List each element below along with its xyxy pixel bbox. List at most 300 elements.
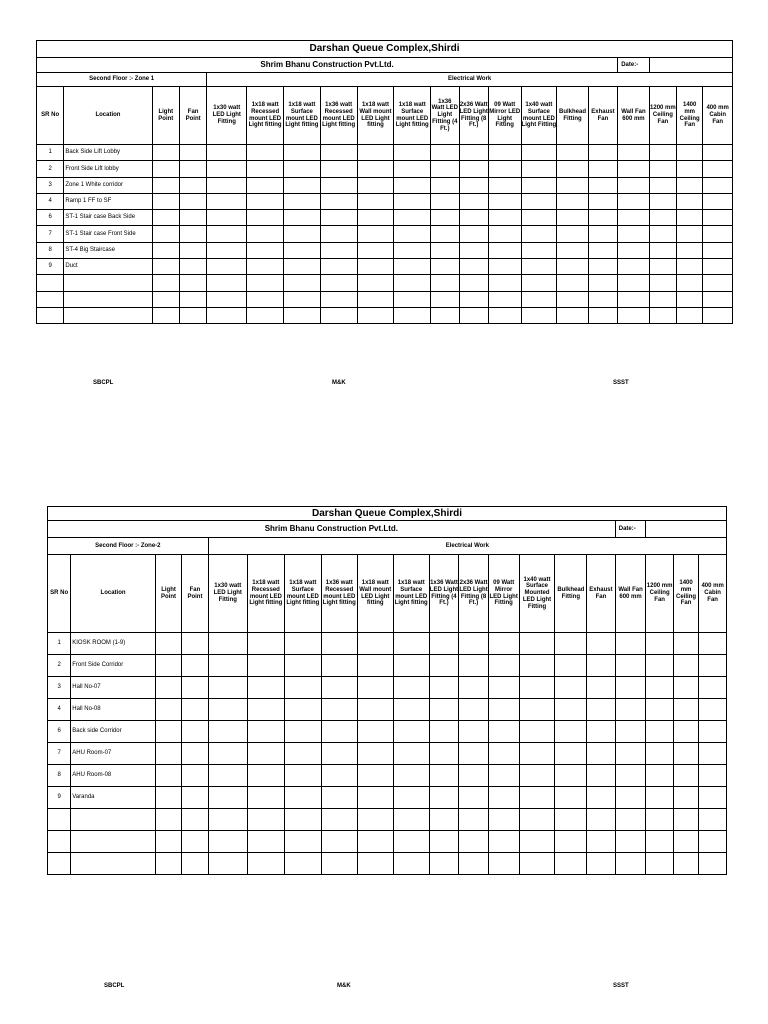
quantity-cell: [618, 161, 650, 177]
quantity-cell: [394, 210, 431, 226]
empty-cell: [429, 809, 459, 831]
sr-no-cell: 2: [48, 655, 71, 677]
column-header: Fan Point: [182, 555, 208, 633]
quantity-cell: [677, 226, 703, 242]
quantity-cell: [393, 655, 429, 677]
empty-cell: [247, 275, 284, 291]
empty-cell: [588, 307, 617, 323]
quantity-cell: [521, 145, 557, 161]
quantity-cell: [284, 765, 321, 787]
quantity-cell: [488, 633, 519, 655]
quantity-cell: [557, 242, 589, 258]
table-row: [48, 765, 727, 787]
quantity-cell: [357, 145, 394, 161]
quantity-cell: [615, 787, 646, 809]
empty-cell: [519, 853, 555, 875]
quantity-cell: [488, 655, 519, 677]
sr-no-cell: 4: [37, 193, 64, 209]
empty-cell: [155, 853, 181, 875]
empty-cell: [394, 275, 431, 291]
quantity-cell: [615, 677, 646, 699]
quantity-cell: [646, 721, 673, 743]
quantity-cell: [321, 787, 357, 809]
quantity-cell: [208, 699, 247, 721]
empty-cell: [587, 809, 616, 831]
quantity-cell: [649, 242, 676, 258]
column-header: 1x30 watt LED Light Fitting: [207, 87, 247, 145]
empty-cell: [429, 853, 459, 875]
quantity-cell: [618, 145, 650, 161]
quantity-cell: [519, 655, 555, 677]
quantity-cell: [357, 743, 393, 765]
quantity-cell: [152, 145, 179, 161]
column-header: 1x18 watt Wall mount LED Light fitting: [357, 555, 393, 633]
quantity-cell: [488, 721, 519, 743]
column-header: Location: [64, 87, 152, 145]
quantity-cell: [521, 161, 557, 177]
empty-cell: [677, 291, 703, 307]
quantity-cell: [673, 787, 698, 809]
location-cell: AHU Room-08: [71, 765, 156, 787]
empty-cell: [393, 831, 429, 853]
empty-cell: [37, 291, 64, 307]
quantity-cell: [357, 721, 393, 743]
quantity-cell: [247, 193, 284, 209]
quantity-cell: [320, 177, 357, 193]
location-cell: AHU Room-07: [71, 743, 156, 765]
quantity-cell: [321, 699, 357, 721]
quantity-cell: [357, 699, 393, 721]
quantity-cell: [699, 743, 727, 765]
quantity-cell: [247, 655, 284, 677]
quantity-cell: [182, 655, 208, 677]
column-header: 1x18 watt Surface mount LED Light fitting: [284, 87, 321, 145]
quantity-cell: [703, 161, 733, 177]
quantity-cell: [429, 787, 459, 809]
quantity-cell: [488, 743, 519, 765]
table-row: [37, 161, 733, 177]
quantity-cell: [394, 177, 431, 193]
quantity-cell: [699, 765, 727, 787]
empty-cell: [152, 275, 179, 291]
quantity-cell: [555, 743, 587, 765]
quantity-cell: [521, 226, 557, 242]
empty-cell: [521, 275, 557, 291]
quantity-cell: [247, 787, 284, 809]
empty-cell: [48, 853, 71, 875]
empty-cell: [247, 307, 284, 323]
empty-cell: [208, 853, 247, 875]
sr-no-cell: 8: [37, 242, 64, 258]
empty-cell: [488, 275, 521, 291]
location-cell: Front Side Corridor: [71, 655, 156, 677]
empty-cell: [284, 809, 321, 831]
column-header: 09 Watt Mirror LED Light Fitting: [488, 87, 521, 145]
quantity-cell: [431, 259, 459, 275]
empty-cell: [182, 853, 208, 875]
quantity-cell: [677, 193, 703, 209]
empty-row: [48, 831, 727, 853]
quantity-cell: [588, 259, 617, 275]
quantity-cell: [394, 145, 431, 161]
quantity-cell: [587, 655, 616, 677]
quantity-cell: [247, 259, 284, 275]
quantity-cell: [646, 787, 673, 809]
column-header: 400 mm Cabin Fan: [699, 555, 727, 633]
table-row: [37, 145, 733, 161]
quantity-cell: [284, 633, 321, 655]
quantity-cell: [321, 721, 357, 743]
empty-cell: [588, 291, 617, 307]
quantity-cell: [673, 721, 698, 743]
quantity-cell: [182, 765, 208, 787]
quantity-cell: [179, 226, 206, 242]
table-row: [48, 743, 727, 765]
empty-cell: [615, 853, 646, 875]
empty-row: [48, 809, 727, 831]
quantity-cell: [357, 677, 393, 699]
empty-cell: [321, 831, 357, 853]
location-cell: Ramp 1 FF to SF: [64, 193, 152, 209]
quantity-cell: [247, 765, 284, 787]
zone-label: Second Floor :- Zone-2: [48, 538, 209, 555]
sr-no-cell: 1: [48, 633, 71, 655]
location-cell: Zone 1 White corridor: [64, 177, 152, 193]
empty-row: [37, 291, 733, 307]
quantity-cell: [703, 259, 733, 275]
quantity-cell: [618, 193, 650, 209]
quantity-cell: [152, 161, 179, 177]
sr-no-cell: 8: [48, 765, 71, 787]
quantity-cell: [699, 699, 727, 721]
empty-cell: [48, 831, 71, 853]
quantity-cell: [488, 787, 519, 809]
quantity-cell: [677, 210, 703, 226]
quantity-cell: [646, 633, 673, 655]
empty-cell: [699, 831, 727, 853]
quantity-cell: [699, 655, 727, 677]
empty-cell: [207, 275, 247, 291]
table-row: [48, 633, 727, 655]
quantity-cell: [459, 655, 489, 677]
empty-cell: [155, 809, 181, 831]
empty-row: [37, 307, 733, 323]
quantity-cell: [459, 145, 488, 161]
empty-cell: [555, 809, 587, 831]
empty-cell: [247, 291, 284, 307]
empty-cell: [615, 809, 646, 831]
quantity-cell: [555, 765, 587, 787]
empty-cell: [247, 853, 284, 875]
quantity-cell: [155, 787, 181, 809]
quantity-cell: [182, 699, 208, 721]
empty-cell: [152, 291, 179, 307]
quantity-cell: [488, 699, 519, 721]
empty-cell: [431, 275, 459, 291]
table-row: [48, 677, 727, 699]
column-header: Light Point: [152, 87, 179, 145]
quantity-cell: [649, 193, 676, 209]
quantity-cell: [357, 161, 394, 177]
quantity-cell: [179, 193, 206, 209]
quantity-cell: [284, 177, 321, 193]
quantity-cell: [677, 259, 703, 275]
quantity-cell: [208, 677, 247, 699]
empty-cell: [488, 291, 521, 307]
empty-cell: [155, 831, 181, 853]
empty-cell: [673, 831, 698, 853]
location-cell: KIOSK ROOM (1-9): [71, 633, 156, 655]
quantity-cell: [321, 765, 357, 787]
empty-cell: [321, 853, 357, 875]
zone2-electrical-sheet: [47, 506, 727, 875]
quantity-cell: [459, 787, 489, 809]
quantity-cell: [320, 242, 357, 258]
quantity-cell: [320, 193, 357, 209]
column-header: 1x18 watt Recessed mount LED Light fitting: [247, 555, 284, 633]
quantity-cell: [321, 633, 357, 655]
quantity-cell: [699, 721, 727, 743]
zone1-electrical-sheet: [36, 40, 733, 324]
table-row: [37, 242, 733, 258]
date-label: Date:-: [615, 521, 646, 538]
quantity-cell: [618, 226, 650, 242]
quantity-cell: [357, 210, 394, 226]
column-header: 1400 mm Ceiling Fan: [677, 87, 703, 145]
empty-cell: [284, 275, 321, 291]
empty-cell: [618, 275, 650, 291]
column-header: Bulkhead Fitting: [557, 87, 589, 145]
quantity-cell: [519, 633, 555, 655]
quantity-cell: [207, 259, 247, 275]
quantity-cell: [155, 677, 181, 699]
empty-cell: [284, 853, 321, 875]
quantity-cell: [247, 177, 284, 193]
quantity-cell: [321, 677, 357, 699]
quantity-cell: [459, 743, 489, 765]
quantity-cell: [152, 242, 179, 258]
sr-no-cell: 9: [48, 787, 71, 809]
quantity-cell: [429, 765, 459, 787]
column-header: 1x36 Watt LED Light Fitting (4 Ft.): [429, 555, 459, 633]
quantity-cell: [284, 242, 321, 258]
quantity-cell: [431, 145, 459, 161]
empty-cell: [488, 831, 519, 853]
quantity-cell: [673, 699, 698, 721]
quantity-cell: [615, 721, 646, 743]
quantity-cell: [649, 161, 676, 177]
quantity-cell: [284, 259, 321, 275]
column-header: SR No: [37, 87, 64, 145]
empty-cell: [71, 831, 156, 853]
sheet-title: Darshan Queue Complex,Shirdi: [48, 507, 727, 521]
quantity-cell: [459, 161, 488, 177]
empty-cell: [284, 307, 321, 323]
empty-cell: [357, 275, 394, 291]
empty-cell: [521, 307, 557, 323]
empty-cell: [207, 307, 247, 323]
location-cell: Hall No-08: [71, 699, 156, 721]
quantity-cell: [677, 177, 703, 193]
quantity-cell: [587, 743, 616, 765]
quantity-cell: [521, 259, 557, 275]
sr-no-cell: 3: [48, 677, 71, 699]
quantity-cell: [557, 161, 589, 177]
quantity-cell: [677, 161, 703, 177]
quantity-cell: [247, 721, 284, 743]
quantity-cell: [555, 721, 587, 743]
quantity-cell: [357, 259, 394, 275]
empty-cell: [394, 307, 431, 323]
quantity-cell: [208, 721, 247, 743]
column-header: 1x40 watt Surface Mounted LED Light Fitting: [519, 555, 555, 633]
empty-cell: [247, 831, 284, 853]
quantity-cell: [393, 787, 429, 809]
empty-cell: [64, 275, 152, 291]
quantity-cell: [488, 145, 521, 161]
empty-cell: [699, 809, 727, 831]
column-header: Location: [71, 555, 156, 633]
quantity-cell: [208, 787, 247, 809]
quantity-cell: [429, 677, 459, 699]
empty-cell: [459, 291, 488, 307]
empty-cell: [646, 809, 673, 831]
empty-cell: [393, 809, 429, 831]
empty-cell: [588, 275, 617, 291]
quantity-cell: [284, 787, 321, 809]
quantity-cell: [431, 226, 459, 242]
quantity-cell: [521, 193, 557, 209]
empty-cell: [179, 291, 206, 307]
quantity-cell: [393, 699, 429, 721]
empty-cell: [459, 853, 489, 875]
location-cell: Duct: [64, 259, 152, 275]
quantity-cell: [618, 259, 650, 275]
company-name: Shrim Bhanu Construction Pvt.Ltd.: [37, 58, 618, 73]
quantity-cell: [179, 177, 206, 193]
quantity-cell: [208, 743, 247, 765]
quantity-cell: [588, 193, 617, 209]
table-row: [37, 226, 733, 242]
quantity-cell: [208, 765, 247, 787]
empty-cell: [703, 307, 733, 323]
quantity-cell: [587, 787, 616, 809]
quantity-cell: [284, 655, 321, 677]
column-header: 09 Watt Mirror LED Light Fitting: [488, 555, 519, 633]
quantity-cell: [673, 655, 698, 677]
quantity-cell: [429, 743, 459, 765]
quantity-cell: [557, 145, 589, 161]
empty-cell: [357, 831, 393, 853]
work-label: Electrical Work: [207, 73, 733, 87]
quantity-cell: [703, 242, 733, 258]
footer-mk: M&K: [332, 380, 346, 386]
table-row: [37, 193, 733, 209]
quantity-cell: [182, 787, 208, 809]
empty-cell: [587, 853, 616, 875]
quantity-cell: [179, 210, 206, 226]
location-cell: Back side Corridor: [71, 721, 156, 743]
quantity-cell: [618, 210, 650, 226]
quantity-cell: [284, 743, 321, 765]
quantity-cell: [519, 743, 555, 765]
column-header: Bulkhead Fitting: [555, 555, 587, 633]
quantity-cell: [588, 161, 617, 177]
quantity-cell: [357, 655, 393, 677]
empty-cell: [64, 307, 152, 323]
empty-cell: [488, 853, 519, 875]
quantity-cell: [357, 193, 394, 209]
empty-cell: [357, 307, 394, 323]
quantity-cell: [152, 210, 179, 226]
quantity-cell: [182, 743, 208, 765]
empty-cell: [673, 809, 698, 831]
quantity-cell: [182, 633, 208, 655]
empty-cell: [618, 291, 650, 307]
quantity-cell: [321, 655, 357, 677]
quantity-cell: [394, 242, 431, 258]
quantity-cell: [459, 242, 488, 258]
quantity-cell: [459, 226, 488, 242]
quantity-cell: [618, 177, 650, 193]
quantity-cell: [394, 226, 431, 242]
empty-cell: [519, 831, 555, 853]
footer-ssst: SSST: [613, 983, 629, 989]
footer-mk: M&K: [337, 983, 351, 989]
sheet-title: Darshan Queue Complex,Shirdi: [37, 41, 733, 58]
empty-cell: [320, 275, 357, 291]
empty-cell: [557, 275, 589, 291]
sr-no-cell: 7: [37, 226, 64, 242]
quantity-cell: [703, 210, 733, 226]
quantity-cell: [394, 161, 431, 177]
quantity-cell: [521, 242, 557, 258]
column-header: 1x18 watt Surface mount LED Light fitting: [394, 87, 431, 145]
date-value: [646, 521, 727, 538]
quantity-cell: [618, 242, 650, 258]
quantity-cell: [357, 242, 394, 258]
quantity-cell: [521, 210, 557, 226]
quantity-cell: [320, 226, 357, 242]
quantity-cell: [699, 633, 727, 655]
table-row: [48, 699, 727, 721]
footer-sbcpl: SBCPL: [93, 380, 114, 386]
empty-cell: [182, 809, 208, 831]
column-header: 1x18 watt Recessed mount LED Light fitting: [247, 87, 284, 145]
quantity-cell: [703, 177, 733, 193]
column-header: 1x30 watt LED Light Fitting: [208, 555, 247, 633]
quantity-cell: [587, 677, 616, 699]
quantity-cell: [284, 210, 321, 226]
column-header: 1x36 watt Recessed mount LED Light fitting: [320, 87, 357, 145]
quantity-cell: [649, 177, 676, 193]
empty-cell: [557, 291, 589, 307]
quantity-cell: [587, 633, 616, 655]
quantity-cell: [155, 699, 181, 721]
quantity-cell: [587, 765, 616, 787]
quantity-cell: [519, 765, 555, 787]
sr-no-cell: 4: [48, 699, 71, 721]
empty-cell: [320, 291, 357, 307]
empty-cell: [321, 809, 357, 831]
quantity-cell: [588, 145, 617, 161]
zone-label: Second Floor :- Zone 1: [37, 73, 207, 87]
quantity-cell: [182, 721, 208, 743]
quantity-cell: [488, 677, 519, 699]
quantity-cell: [557, 259, 589, 275]
quantity-cell: [320, 161, 357, 177]
quantity-cell: [649, 210, 676, 226]
